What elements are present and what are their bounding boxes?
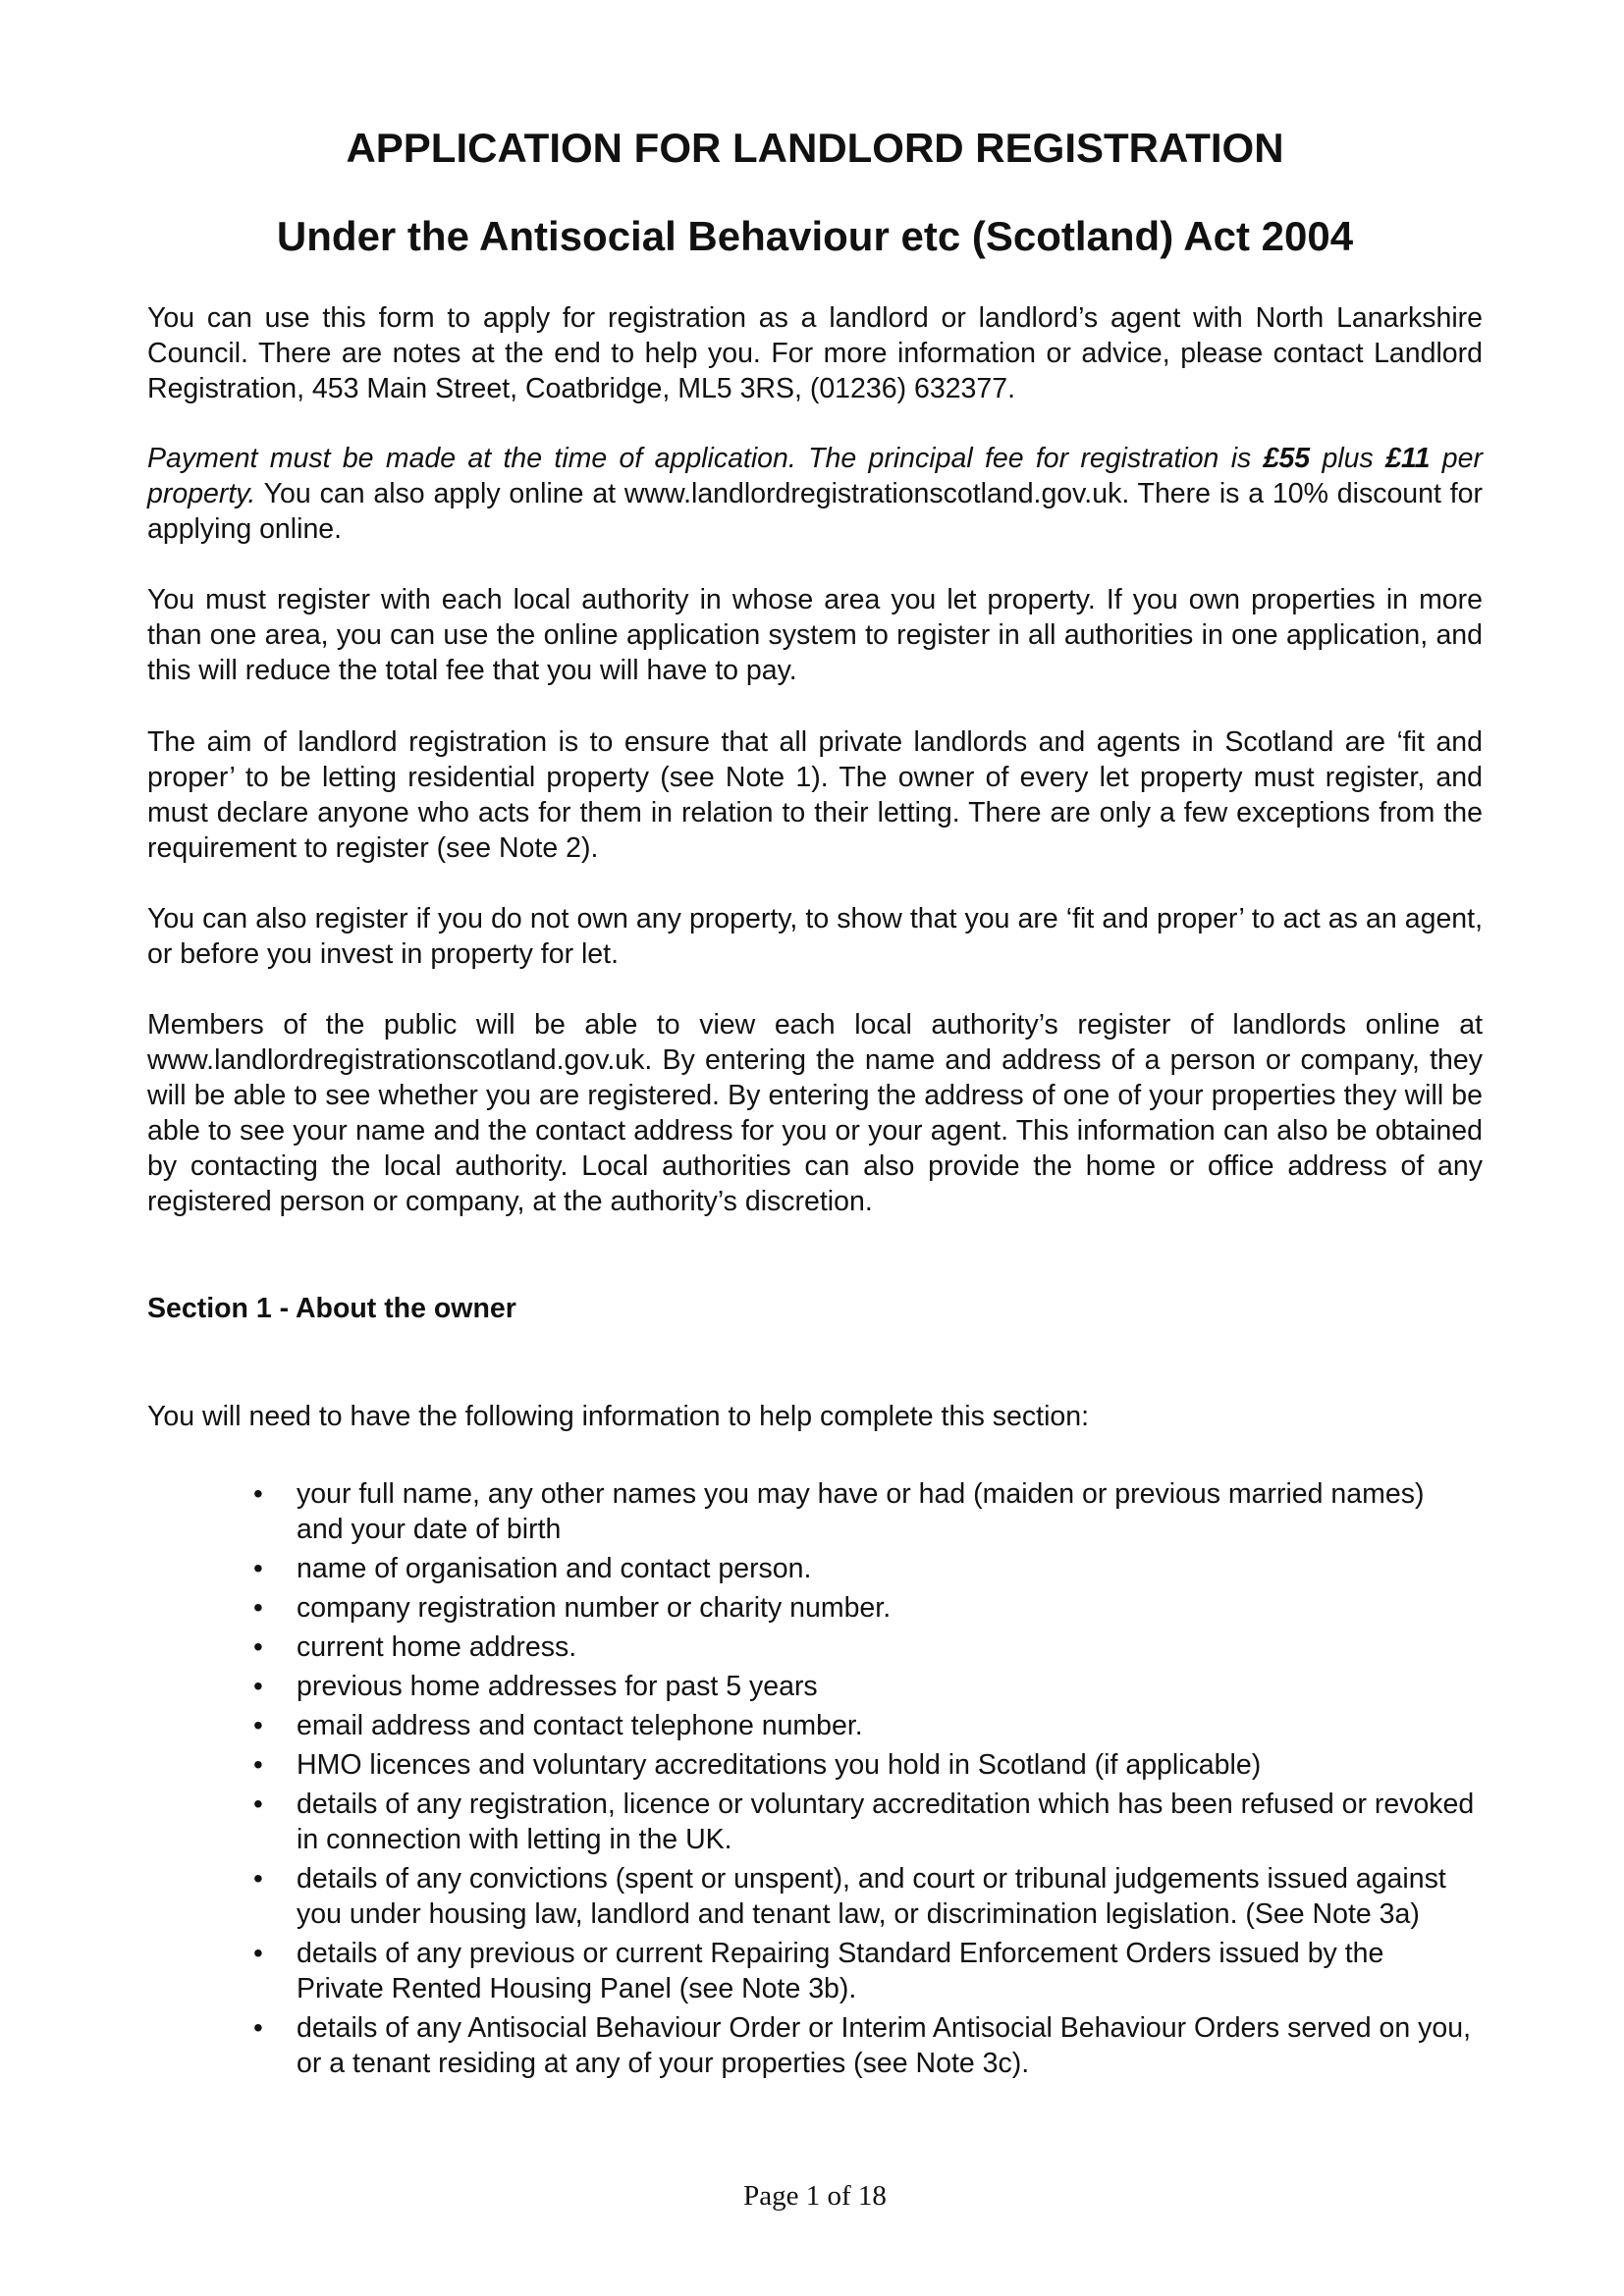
bullet-icon: • <box>253 1749 263 1780</box>
section-intro: You will need to have the following information to help complete this section: <box>147 1401 1090 1432</box>
payment-text-3: per property. <box>147 443 1483 509</box>
page-subtitle: Under the Antisocial Behaviour etc (Scotland) Act 2004 <box>276 213 1354 259</box>
intro-paragraph: You can use this form to apply for registration as a landlord or landlord’s agent with North Lanarkshire Council. There are notes at the end to help you. For more information or advice, please contact Landlord Registration, 453 Main Street, Coatbridge, ML5 3RS, (01236) 632377. <box>147 302 1483 404</box>
section-heading: Section 1 - About the owner <box>147 1293 516 1324</box>
list-item: • name of organisation and contact person. <box>253 1553 812 1584</box>
bullet-icon: • <box>253 1671 263 1701</box>
per-property-fee: £11 <box>1385 443 1431 474</box>
principal-fee: £55 <box>1263 443 1311 474</box>
bullet-icon: • <box>253 1710 263 1740</box>
local-authority-paragraph: You must register with each local authority in whose area you let property. If you own properties in more than one area, you can use the online application system to register in all authorities in one application, and this will reduce the total fee that you will have to pay. <box>147 584 1483 686</box>
list-item: • details of any Antisocial Behaviour Order or Interim Antisocial Behaviour Orders served on you, or a tenant residing at any of your properties (see Note 3c). <box>253 2012 1472 2079</box>
list-item: • your full name, any other names you may have or had (maiden or previous married names) and your date of birth <box>253 1478 1425 1545</box>
agent-paragraph: You can also register if you do not own any property, to show that you are ‘fit and proper’ to act as an agent, or before you invest in property for let. <box>147 903 1483 970</box>
page-title: APPLICATION FOR LANDLORD REGISTRATION <box>346 125 1284 171</box>
list-item: • company registration number or charity number. <box>253 1592 892 1624</box>
list-item: • previous home addresses for past 5 years <box>253 1671 818 1702</box>
required-information-list <box>147 1476 1483 2085</box>
payment-text-2: plus <box>1310 443 1386 474</box>
page-number: Page 1 of 18 <box>743 2180 887 2212</box>
bullet-icon: • <box>253 1478 263 1509</box>
bullet-icon: • <box>253 1938 263 1968</box>
bullet-icon: • <box>253 1789 263 1819</box>
payment-paragraph <box>147 441 1483 547</box>
list-item: • details of any convictions (spent or unspent), and court or tribunal judgements issued against you under housing law, landlord and tenant law, or discrimination legislation. (See Note 3a) <box>253 1863 1446 1930</box>
list-item: • current home address. <box>253 1631 577 1663</box>
aim-paragraph: The aim of landlord registration is to ensure that all private landlords and agents in Scotland are ‘fit and proper’ to be letting residential property (see Note 1). The owner of every let property must register, and must declare anyone who acts for them in relation to their letting. There are only a few exceptions from the requirement to register (see Note 2). <box>147 726 1483 864</box>
bullet-icon: • <box>253 2012 263 2043</box>
list-item: • details of any registration, licence or voluntary accreditation which has been refused or revoked in connection with letting in the UK. <box>253 1789 1475 1855</box>
public-register-paragraph: Members of the public will be able to view each local authority’s register of landlords online at www.landlordregistrationscotland.gov.uk. By entering the name and address of a person or company, they will be able to see whether you are registered. By entering the address of one of your properties they will be able to see your name and the contact address for you or your agent. This information can also be obtained by contacting the local authority. Local authorities can also provide the home or office address of any registered person or company, at the authority’s discretion. <box>147 1009 1483 1217</box>
bullet-icon: • <box>253 1863 263 1894</box>
list-item: • HMO licences and voluntary accreditations you hold in Scotland (if applicable) <box>253 1749 1262 1781</box>
payment-text-1: Payment must be made at the time of application. The principal fee for registration is <box>147 443 1264 474</box>
bullet-icon: • <box>253 1553 263 1583</box>
list-item: • details of any previous or current Repairing Standard Enforcement Orders issued by the Private Rented Housing Panel (see Note 3b). <box>253 1938 1384 2004</box>
online-discount-text: You can also apply online at www.landlordregistrationscotland.gov.uk. There is a 10% discount for applying online. <box>147 478 1483 545</box>
bullet-icon: • <box>253 1631 263 1662</box>
bullet-icon: • <box>253 1592 263 1623</box>
list-item: • email address and contact telephone number. <box>253 1710 863 1741</box>
